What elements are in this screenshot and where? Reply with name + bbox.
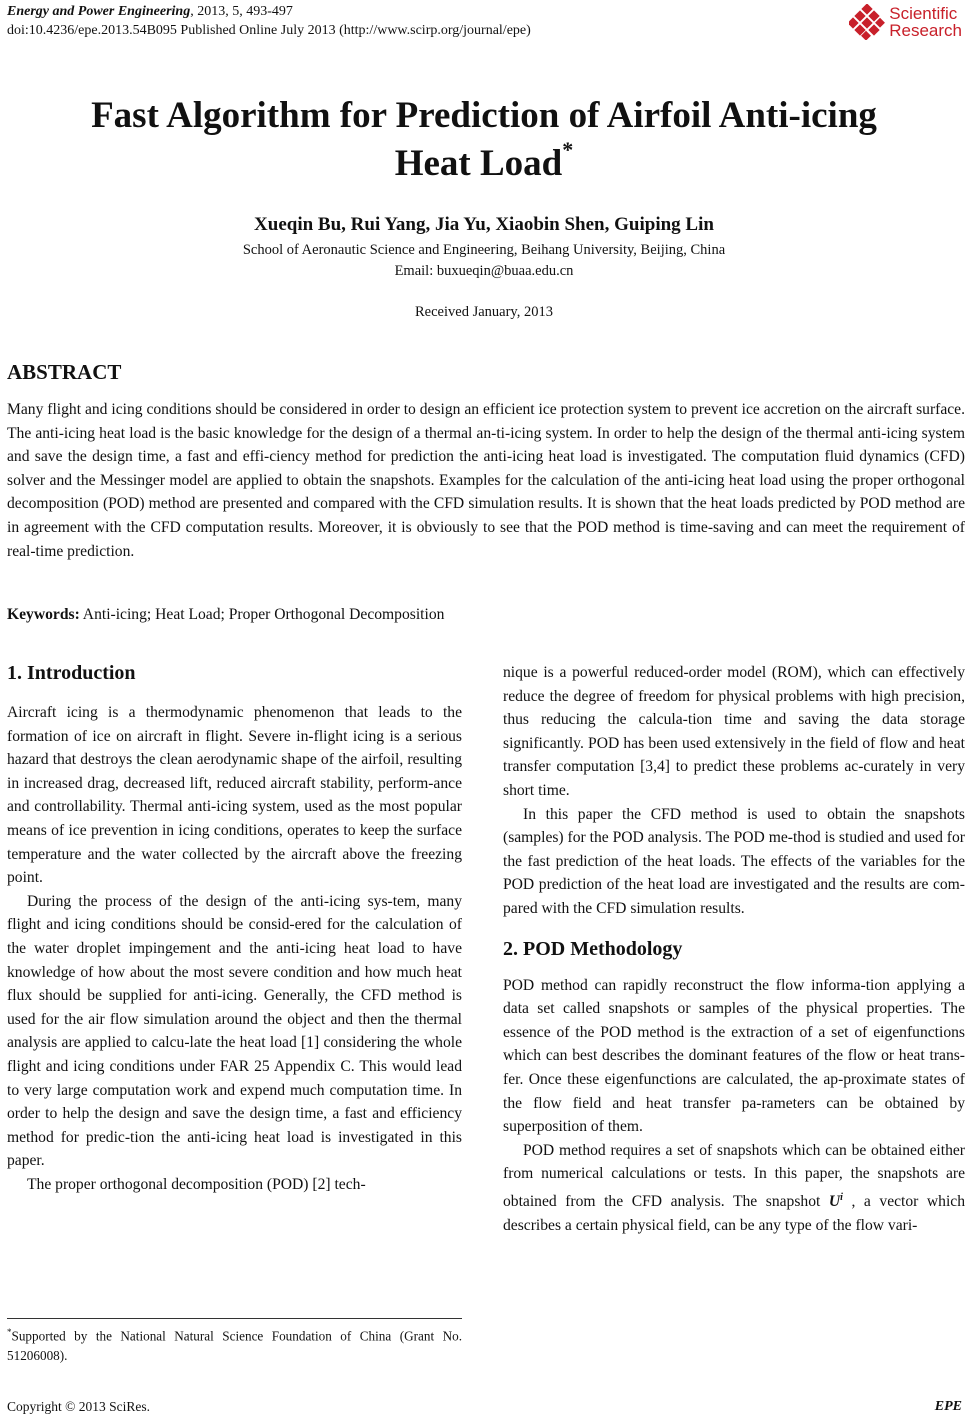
section-heading-pod-methodology: 2. POD Methodology <box>503 937 683 960</box>
scirp-logo-icon <box>849 4 885 40</box>
right-column <box>503 661 965 1237</box>
snapshot-symbol <box>829 1193 843 1210</box>
title-line-1: Fast Algorithm for Prediction of Airfoil Anti-icing <box>91 95 877 136</box>
doi-line: doi:10.4236/epe.2013.54B095 Published Online July 2013 (http://www.scirp.org/journal/epe) <box>7 23 531 38</box>
intro-paragraph-2: During the process of the design of the anti-icing sys-tem, many flight and icing conditions should be consid-ered for the calculation of the water droplet impingement and the anti-icing heat load to have knowledge of how about the most severe condition and how much heat flux should be supplied for anti-icing. Generally, the CFD method is used for the air flow simulation around the object and then the thermal analysis are applied to calcu-late the heat load [1] considering the whole flight and icing conditions under FAR 25 Appendix C. This would lead to very large computation work and expend much computation time. In order to help the design and save the design time, a fast and efficiency method for predic-tion the anti-icing heat load is investigated in this paper. <box>7 892 462 1170</box>
pod-paragraph-2-text-b: , a vector which describes a certain physical field, can be any type of the flow vari- <box>503 1193 966 1234</box>
intro-paragraph-4: In this paper the CFD method is used to obtain the snapshots (samples) for the POD analysis. The POD me-thod is studied and used for the fast prediction of the heat loads. The effects of the variables for the POD prediction of the heat load are investigated and the results are com-pared with the CFD simulation results. <box>503 805 965 917</box>
footnote-rule <box>7 1318 462 1319</box>
pod-paragraph-1: POD method can rapidly reconstruct the flow informa-tion applying a data set called snapshots or samples of the physical properties. The essence of the POD method is the extraction of a set of eigenfunctions which can best describes the dominant features of the flow or heat trans-fer. Once these eigenfunctions are calculated, the ap-proximate states of the flow field and heat transfer pa-rameters can be obtained by superposition of them. <box>503 976 965 1136</box>
journal-citation <box>7 2 531 21</box>
intro-paragraph-3-start: The proper orthogonal decomposition (POD) [2] tech- <box>27 1175 366 1193</box>
keywords-list: Anti-icing; Heat Load; Proper Orthogonal Decomposition <box>79 606 445 623</box>
intro-paragraph-1: Aircraft icing is a thermodynamic phenomenon that leads to the formation of ice on aircraft in flight. Severe in-flight icing is a serious hazard that destroys the clean aerodynamic shape of the airfoil, resulting in increased drag, decreased lift, reduced aircraft stability, perform-ance and controllability. Thermal anti-icing system, used as the most popular means of ice prevention in icing conditions, operates to keep the surface temperature and the water collected by the aircraft above the freezing point. <box>7 704 462 887</box>
journal-name: Energy and Power Engineering <box>7 4 191 19</box>
author-email: Email: buxueqin@buaa.edu.cn <box>394 263 574 279</box>
paper-title <box>0 92 968 188</box>
footnote-mark: * <box>7 1327 12 1337</box>
publisher-logo <box>849 2 962 42</box>
logo-text <box>889 5 962 39</box>
running-header <box>7 2 531 40</box>
pod-paragraph-2-text-a: POD method requires a set of snapshots which can be obtained either from numerical calculations or tests. In this paper, the snapshots are obtained from the CFD analysis. The snapshot <box>503 1141 965 1211</box>
copyright-notice: Copyright © 2013 SciRes. <box>7 1399 151 1414</box>
intro-paragraph-3-continued: nique is a powerful reduced-order model (ROM), which can effectively reduce the degree of freedom for physical problems with high precision, thus reducing the calcula-tion time and saving the data storage significantly. POD has been used extensively in the field of flow and heat transfer computation [3,4] to predict these problems ac-curately in very short time. <box>503 664 965 799</box>
abstract-heading: ABSTRACT <box>7 360 122 384</box>
section-heading-introduction: 1. Introduction <box>7 662 136 684</box>
title-line-2: Heat Load <box>394 143 563 184</box>
journal-abbreviation: EPE <box>934 1399 962 1414</box>
received-date: Received January, 2013 <box>415 304 553 320</box>
footnote-text: Supported by the National Natural Science Foundation of China (Grant No. 51206008). <box>7 1328 462 1364</box>
keywords-label: Keywords: <box>7 606 80 623</box>
footnote <box>7 1322 462 1366</box>
affiliation: School of Aeronautic Science and Engineering, Beihang University, Beijing, China <box>242 242 726 258</box>
left-column <box>7 660 462 1196</box>
author-list: Xueqin Bu, Rui Yang, Jia Yu, Xiaobin Shen, Guiping Lin <box>254 214 714 235</box>
snapshot-symbol-superscript: i <box>840 1191 843 1203</box>
keywords <box>7 604 444 626</box>
title-footnote-mark: * <box>562 137 574 162</box>
logo-line-2: Research <box>889 21 962 40</box>
logo-line-1: Scientific <box>889 4 958 23</box>
pod-paragraph-2 <box>503 1139 965 1238</box>
abstract-text: Many flight and icing conditions should be considered in order to design an efficient ice protection system to prevent ice accretion on the aircraft surface. The anti-icing heat load is the basic knowledge for the design of a thermal an-ti-icing system. In order to help the design of the thermal anti-icing system and save the design time, a fast and effi-ciency method for prediction the anti-icing heat load is investigated. The computation fluid dynamics (CFD) solver and the Messinger model are applied to obtain the snapshots. Examples for the calculation of the anti-icing heat load using the proper orthogonal decomposition (POD) method are presented and compared with the CFD simulation results. It is shown that the heat loads predicted by POD method are in agreement with the CFD computation results. Moreover, it is obviously to see that the POD method is time-saving and can meet the requirement of real-time prediction. <box>7 401 965 560</box>
volume-pages: , 2013, 5, 493-497 <box>190 4 293 19</box>
snapshot-symbol-base: U <box>828 1193 841 1211</box>
affiliation-block <box>0 240 968 282</box>
